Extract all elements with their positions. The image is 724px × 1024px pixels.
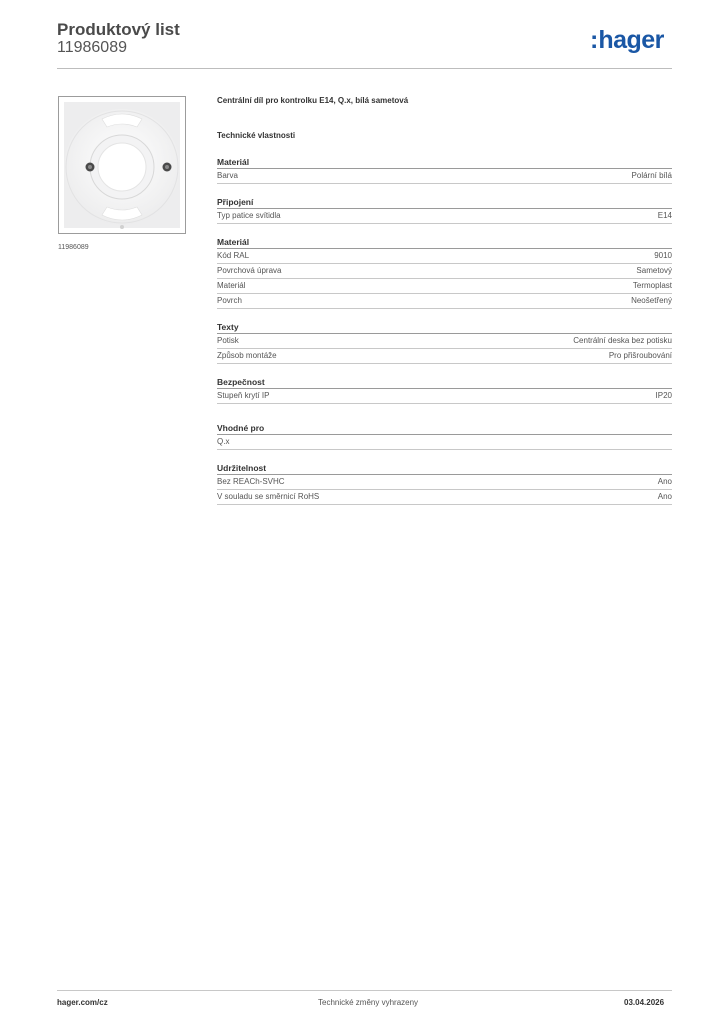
spec-group (217, 156, 672, 184)
spec-group (217, 376, 672, 404)
product-photo (58, 96, 186, 234)
spec-row (217, 435, 672, 450)
group-title: Vhodné pro (217, 422, 672, 435)
product-name: Centrální díl pro kontrolku E14, Q.x, bílá sametová (217, 96, 409, 105)
spec-row (217, 389, 672, 404)
spec-row (217, 279, 672, 294)
spec-value: Neošetřený (631, 296, 672, 305)
logo-text: hager (598, 26, 664, 54)
product-number: 11986089 (57, 39, 127, 56)
spec-row (217, 349, 672, 364)
group-title: Připojení (217, 196, 672, 209)
spec-label: Kód RAL (217, 251, 250, 260)
spec-label: Q.x (217, 437, 230, 446)
spec-group (217, 196, 672, 224)
spec-group (217, 321, 672, 364)
spec-label: Povrchová úprava (217, 266, 282, 275)
spec-value: Sametový (636, 266, 672, 275)
spec-row (217, 490, 672, 505)
page-title: Produktový list (57, 20, 180, 39)
hager-logo: :hager (590, 26, 664, 54)
spec-value: Ano (657, 492, 672, 501)
spec-row (217, 334, 672, 349)
footer-divider (57, 990, 672, 991)
group-title: Materiál (217, 156, 672, 169)
spec-label: Barva (217, 171, 238, 180)
spec-value: IP20 (655, 391, 672, 400)
spec-row (217, 294, 672, 309)
spec-value: E14 (657, 211, 672, 220)
spec-label: Materiál (217, 281, 246, 290)
footer-date: 03.04.2026 (624, 998, 665, 1007)
group-title: Udržitelnost (217, 462, 672, 475)
spec-value: Termoplast (632, 281, 672, 290)
spec-value: Pro přišroubování (608, 351, 672, 360)
group-title: Bezpečnost (217, 376, 672, 389)
spec-value: Ano (657, 477, 672, 486)
footer-notice: Technické změny vyhrazeny (318, 998, 419, 1007)
spec-value: 9010 (654, 251, 672, 260)
spec-group (217, 236, 672, 309)
spec-row (217, 264, 672, 279)
spec-row (217, 209, 672, 224)
header-divider (57, 68, 672, 69)
spec-group (217, 462, 672, 505)
product-image (59, 97, 185, 233)
spec-row (217, 249, 672, 264)
spec-label: Způsob montáže (217, 351, 277, 360)
spec-row (217, 169, 672, 184)
tech-properties-heading: Technické vlastnosti (217, 131, 296, 140)
spec-label: Typ patice svítidla (217, 211, 281, 220)
footer-website-link[interactable]: hager.com/cz (57, 998, 108, 1007)
spec-label: V souladu se směrnicí RoHS (217, 492, 320, 501)
spec-label: Bez REACh-SVHC (217, 477, 285, 486)
photo-caption: 11986089 (58, 244, 89, 251)
group-title: Texty (217, 321, 672, 334)
spec-group (217, 422, 672, 450)
spec-label: Stupeň krytí IP (217, 391, 270, 400)
group-title: Materiál (217, 236, 672, 249)
spec-row (217, 475, 672, 490)
spec-value: Polární bílá (631, 171, 672, 180)
spec-value: Centrální deska bez potisku (573, 336, 672, 345)
spec-label: Povrch (217, 296, 242, 305)
spec-label: Potisk (217, 336, 239, 345)
spec-table (217, 156, 672, 505)
